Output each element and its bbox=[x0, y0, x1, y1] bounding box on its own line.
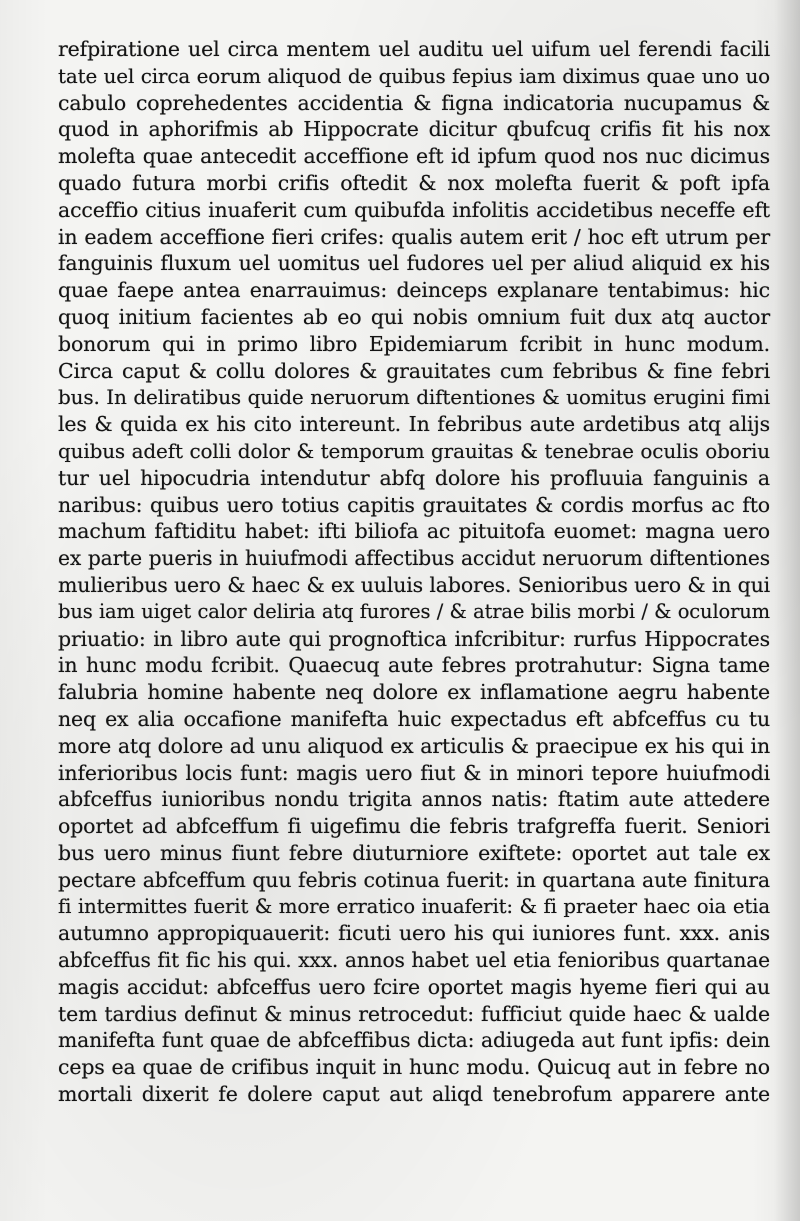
text-line: molefta quae antecedit acceffione eft id ipfum quod nos nuc dicimus bbox=[58, 144, 770, 169]
text-line: machum faftiditu habet: ifti biliofa ac pituitofa euomet: magna uero bbox=[58, 519, 770, 544]
text-line: bonorum qui in primo libro Epidemiarum fcribit in hunc modum. bbox=[58, 331, 770, 356]
text-line: tur uel hipocudria intendutur abfq dolore his profluuia fanguinis a bbox=[58, 465, 770, 490]
text-line: autumno appropiquauerit: ficuti uero his qui iuniores funt. xxx. anis bbox=[58, 921, 770, 946]
text-line: bus uero minus fiunt febre diuturniore exiftete: oportet aut tale ex bbox=[58, 840, 770, 865]
text-line: abfceffus fit fic his qui. xxx. annos habet uel etia fenioribus quartanae bbox=[58, 948, 770, 973]
text-line: pectare abfceffum quu febris cotinua fuerit: in quartana aute finitura bbox=[58, 867, 770, 892]
text-line: fi intermittes fuerit & more erratico inuaferit: & fi praeter haec oia etia bbox=[58, 894, 770, 918]
text-line: ceps ea quae de crifibus inquit in hunc modu. Quicuq aut in febre no bbox=[58, 1055, 770, 1080]
text-line: quoq initium facientes ab eo qui nobis omnium fuit dux atq auctor bbox=[58, 304, 770, 329]
page-edge-shadow bbox=[774, 0, 800, 1221]
text-line: naribus: quibus uero totius capitis grauitates & cordis morfus ac fto bbox=[58, 492, 770, 517]
text-line: quae faepe antea enarrauimus: deinceps explanare tentabimus: hic bbox=[58, 278, 770, 303]
text-line: bus iam uiget calor deliria atq furores / & atrae bilis morbi / & oculorum bbox=[58, 599, 770, 623]
text-line: tate uel circa eorum aliquod de quibus fepius iam diximus quae uno uo bbox=[58, 63, 770, 88]
text-line: priuatio: in libro aute qui prognoftica infcribitur: rurfus Hippocrates bbox=[58, 626, 770, 651]
text-line: refpiratione uel circa mentem uel auditu uel uifum uel ferendi facili bbox=[58, 37, 770, 61]
text-line: quado futura morbi crifis oftedit & nox molefta fuerit & poft ipfa bbox=[58, 170, 770, 195]
text-line: fanguinis fluxum uel uomitus uel fudores uel per aliud aliquid ex his bbox=[58, 251, 770, 276]
text-line: quod in aphorifmis ab Hippocrate dicitur qbufcuq crifis fit his nox bbox=[58, 117, 770, 142]
text-line: cabulo coprehedentes accidentia & figna indicatoria nucupamus & bbox=[58, 90, 770, 115]
text-line: more atq dolore ad unu aliquod ex articulis & praecipue ex his qui in bbox=[58, 733, 770, 758]
text-line: magis accidut: abfceffus uero fcire oportet magis hyeme fieri qui au bbox=[58, 974, 770, 999]
text-line: acceffio citius inuaferit cum quibufda infolitis accidetibus neceffe eft bbox=[58, 197, 770, 222]
text-line: mulieribus uero & haec & ex uuluis labores. Senioribus uero & in qui bbox=[58, 572, 771, 597]
text-block bbox=[58, 36, 770, 1108]
text-line: ex parte pueris in huiufmodi affectibus accidut neruorum diftentiones bbox=[58, 546, 770, 571]
text-line: neq ex alia occafione manifefta huic expectadus eft abfceffus cu tu bbox=[58, 706, 770, 731]
text-line: in eadem acceffione fieri crifes: qualis autem erit / hoc eft utrum per bbox=[58, 224, 770, 249]
text-line: bus. In deliratibus quide neruorum diftentiones & uomitus erugini fimi bbox=[58, 385, 770, 410]
text-line: inferioribus locis funt: magis uero fiut & in minori tepore huiufmodi bbox=[58, 760, 770, 785]
text-line: tem tardius definut & minus retrocedut: fufficiut quide haec & ualde bbox=[58, 1001, 770, 1026]
text-line: falubria homine habente neq dolore ex inflamatione aegru habente bbox=[58, 680, 770, 705]
text-line: oportet ad abfceffum fi uigefimu die febris trafgreffa fuerit. Seniori bbox=[58, 814, 770, 839]
text-line: abfceffus iunioribus nondu trigita annos natis: ftatim aute attedere bbox=[58, 787, 770, 812]
text-line: manifefta funt quae de abfceffibus dicta: adiugeda aut funt ipfis: dein bbox=[58, 1028, 770, 1053]
text-line: quibus adeft colli dolor & temporum grauitas & tenebrae oculis oboriu bbox=[58, 438, 770, 463]
text-line: Circa caput & collu dolores & grauitates cum febribus & fine febri bbox=[58, 358, 770, 383]
text-line: mortali dixerit fe dolere caput aut aliqd tenebrofum apparere ante bbox=[58, 1082, 770, 1107]
text-line: in hunc modu fcribit. Quaecuq aute febres protrahutur: Signa tame bbox=[58, 653, 770, 678]
text-line: les & quida ex his cito intereunt. In febribus aute ardetibus atq alijs bbox=[58, 412, 770, 437]
